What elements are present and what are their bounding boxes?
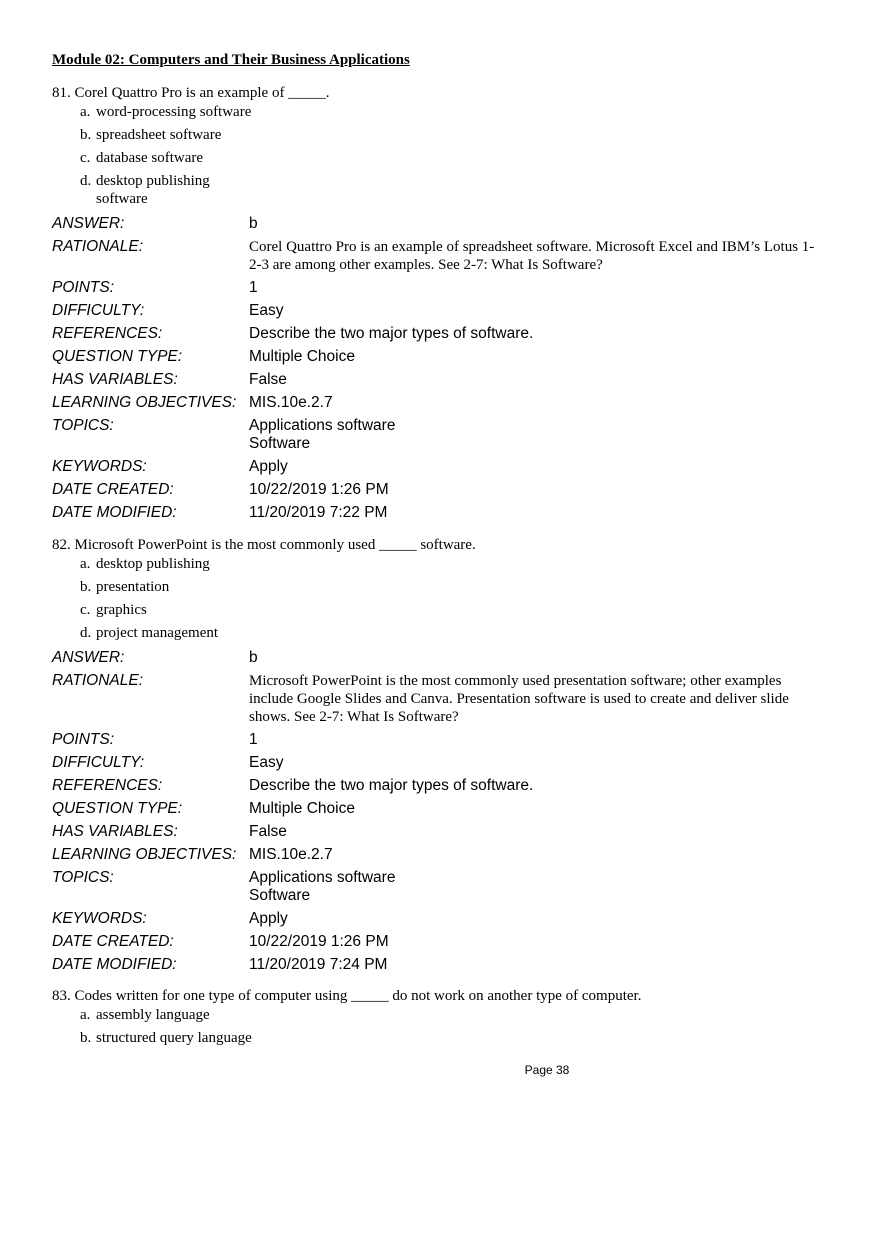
answer-choices: [52, 103, 842, 208]
references-label: REFERENCES:: [52, 325, 163, 342]
learning-objectives-value: MIS.10e.2.7: [249, 846, 333, 863]
rationale-value: Corel Quattro Pro is an example of spreadsheet software. Microsoft Excel and IBM’s Lotus 1-2-3 are among other examples. See 2-7: What Is Software?: [249, 239, 815, 273]
question-type-label: QUESTION TYPE:: [52, 800, 183, 817]
question-metadata: [52, 213, 842, 525]
keywords-value: Apply: [249, 458, 288, 475]
answer-value: b: [249, 649, 258, 666]
date-created-label: DATE CREATED:: [52, 933, 174, 950]
choice-c: c. graphics: [80, 602, 147, 618]
references-value: Describe the two major types of software.: [249, 325, 534, 342]
date-created-value: 10/22/2019 1:26 PM: [249, 481, 389, 498]
keywords-label: KEYWORDS:: [52, 458, 147, 475]
rationale-label: RATIONALE:: [52, 672, 144, 689]
references-value: Describe the two major types of software.: [249, 777, 534, 794]
question-81: [52, 84, 842, 525]
difficulty-value: Easy: [249, 754, 284, 771]
topics-value: [249, 415, 842, 456]
difficulty-label: DIFFICULTY:: [52, 754, 145, 771]
rationale-label: RATIONALE:: [52, 238, 144, 255]
date-created-value: 10/22/2019 1:26 PM: [249, 933, 389, 950]
answer-value: b: [249, 215, 258, 232]
choice-d: d. desktop publishing software: [80, 173, 210, 207]
references-label: REFERENCES:: [52, 777, 163, 794]
question-type-value: Multiple Choice: [249, 800, 355, 817]
keywords-label: KEYWORDS:: [52, 910, 147, 927]
date-modified-value: 11/20/2019 7:22 PM: [249, 504, 388, 521]
question-metadata: [52, 647, 842, 977]
choice-a: a. word-processing software: [80, 104, 252, 120]
question-stem: 81. Corel Quattro Pro is an example of _____.: [52, 85, 330, 101]
answer-label: ANSWER:: [52, 215, 125, 232]
topics-value: [249, 867, 842, 908]
question-type-label: QUESTION TYPE:: [52, 348, 183, 365]
answer-label: ANSWER:: [52, 649, 125, 666]
keywords-value: Apply: [249, 910, 288, 927]
answer-choices: [52, 1006, 842, 1047]
module-title: Module 02: Computers and Their Business Applications: [52, 52, 410, 68]
question-type-value: Multiple Choice: [249, 348, 355, 365]
question-stem: 82. Microsoft PowerPoint is the most commonly used _____ software.: [52, 537, 476, 553]
topic-item: Applications software: [249, 417, 396, 434]
topic-item: Software: [249, 435, 311, 452]
question-83: [52, 987, 842, 1052]
choice-c: c. database software: [80, 150, 204, 166]
topic-item: Software: [249, 887, 311, 904]
choice-d: d. project management: [80, 625, 219, 641]
learning-objectives-value: MIS.10e.2.7: [249, 394, 333, 411]
choice-b: b. presentation: [80, 579, 170, 595]
date-modified-label: DATE MODIFIED:: [52, 504, 177, 521]
topic-item: Applications software: [249, 869, 396, 886]
topics-label: TOPICS:: [52, 869, 114, 886]
rationale-value: Microsoft PowerPoint is the most commonly used presentation software; other examples include Google Slides and Canva. Presentation software is used to create and deliver slide shows. See 2-7: What Is Software?: [249, 673, 789, 725]
answer-choices: [52, 555, 842, 642]
choice-a: a. desktop publishing: [80, 556, 210, 572]
topics-label: TOPICS:: [52, 417, 114, 434]
has-variables-label: HAS VARIABLES:: [52, 823, 178, 840]
points-value: 1: [249, 279, 258, 296]
has-variables-value: False: [249, 371, 287, 388]
choice-b: b. structured query language: [80, 1030, 252, 1046]
points-label: POINTS:: [52, 279, 115, 296]
points-label: POINTS:: [52, 731, 115, 748]
date-modified-label: DATE MODIFIED:: [52, 956, 177, 973]
page-number: Page 38: [524, 1063, 570, 1077]
has-variables-value: False: [249, 823, 287, 840]
difficulty-label: DIFFICULTY:: [52, 302, 145, 319]
choice-a: a. assembly language: [80, 1007, 210, 1023]
has-variables-label: HAS VARIABLES:: [52, 371, 178, 388]
points-value: 1: [249, 731, 258, 748]
question-82: [52, 536, 842, 977]
date-modified-value: 11/20/2019 7:24 PM: [249, 956, 388, 973]
question-stem: 83. Codes written for one type of computer using _____ do not work on another type of computer.: [52, 988, 642, 1004]
learning-objectives-label: LEARNING OBJECTIVES:: [52, 846, 237, 863]
date-created-label: DATE CREATED:: [52, 481, 174, 498]
difficulty-value: Easy: [249, 302, 284, 319]
choice-b: b. spreadsheet software: [80, 127, 222, 143]
learning-objectives-label: LEARNING OBJECTIVES:: [52, 394, 237, 411]
